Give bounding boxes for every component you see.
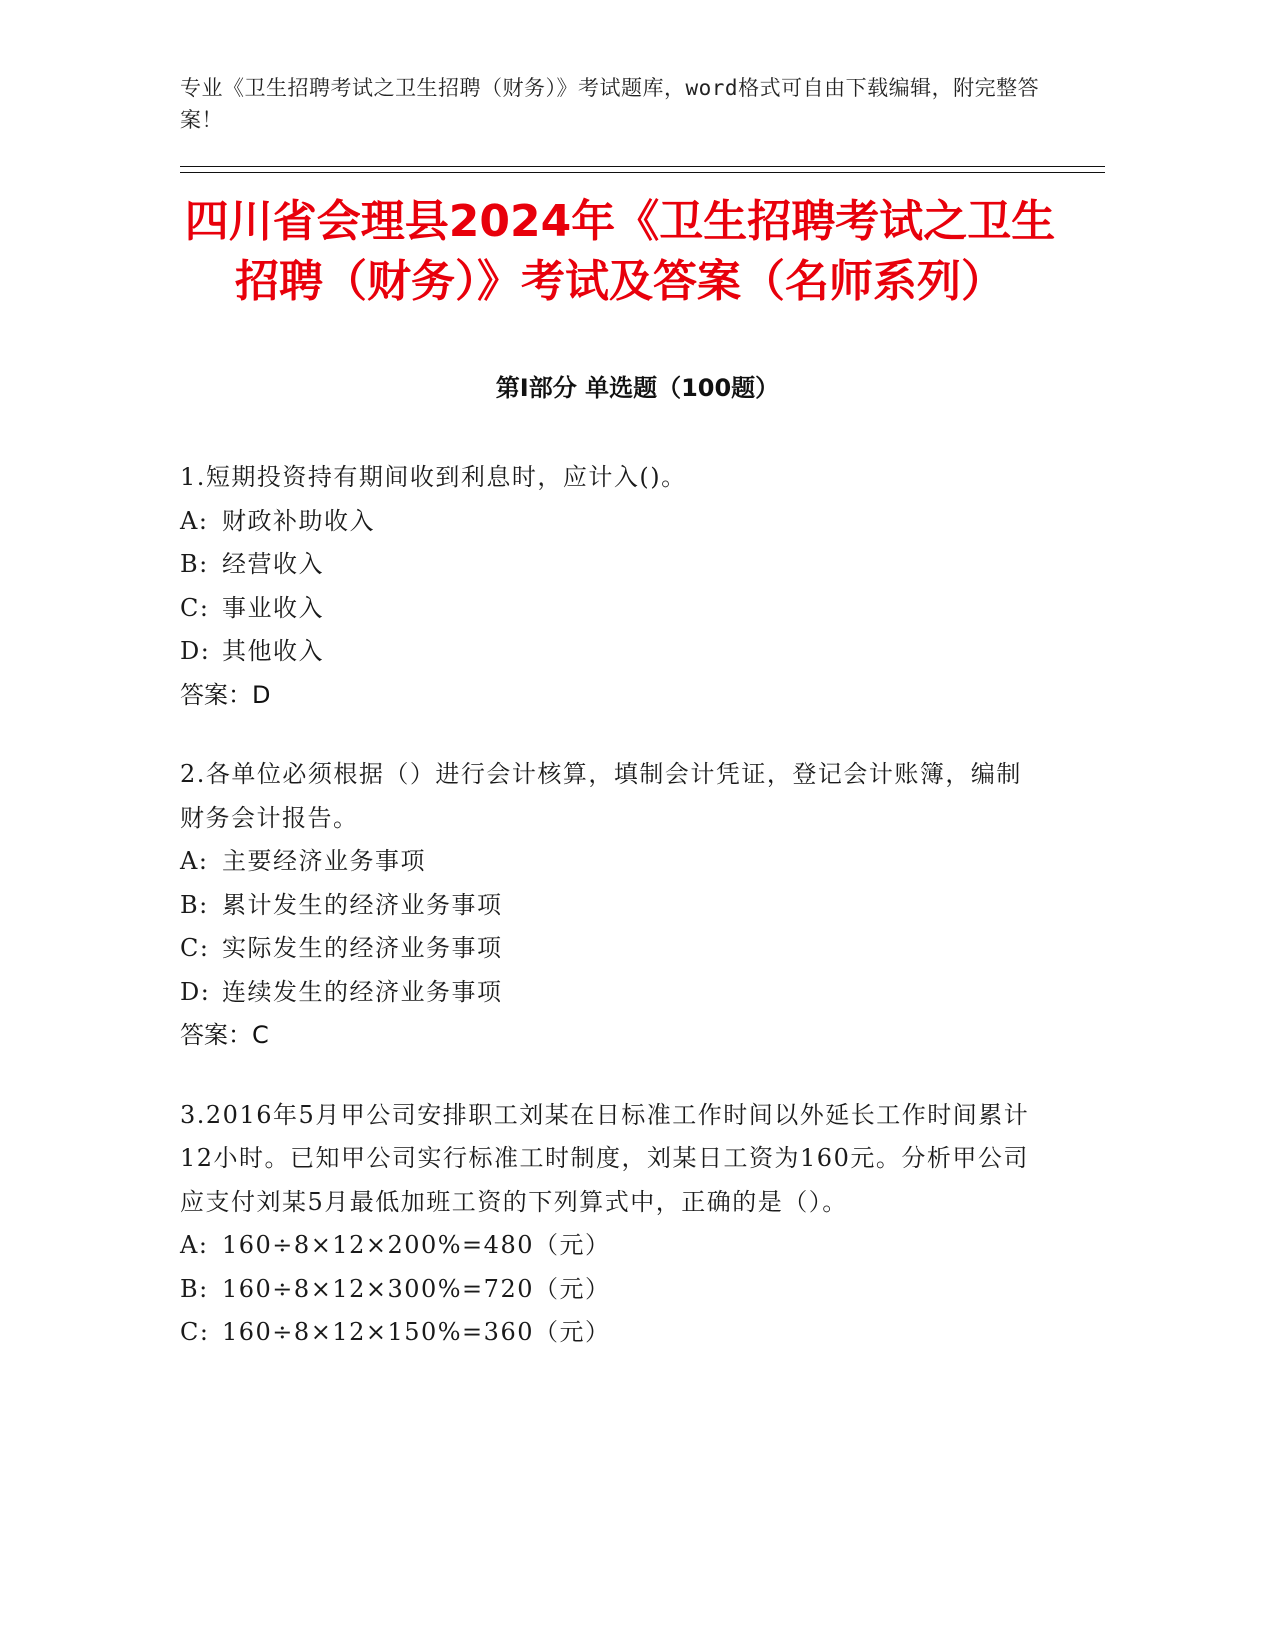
option-text: 160÷8×12×200%=480（元） [222, 1231, 611, 1259]
option-text: 其他收入 [222, 637, 324, 665]
option-key: B: [180, 890, 209, 919]
option-c [180, 927, 1040, 971]
header-divider-bottom [180, 172, 1105, 173]
option-key: D: [180, 977, 211, 1006]
question-text: 2.各单位必须根据（）进行会计核算，填制会计凭证，登记会计账簿，编制财务会计报告。 [180, 760, 1022, 832]
option-b [180, 543, 1040, 587]
option-key: A: [180, 847, 209, 875]
header-note: 专业《卫生招聘考试之卫生招聘（财务）》考试题库，word格式可自由下载编辑，附完整答案！ [180, 76, 1040, 132]
option-a [180, 1224, 1040, 1268]
option-text: 累计发生的经济业务事项 [222, 890, 503, 919]
option-b [180, 1268, 1040, 1312]
question-1 [180, 456, 1040, 717]
option-text: 连续发生的经济业务事项 [222, 977, 503, 1006]
option-key: C: [180, 934, 210, 962]
option-text: 160÷8×12×150%=360（元） [222, 1318, 611, 1346]
document-title: 四川省会理县2024年《卫生招聘考试之卫生招聘（财务）》考试及答案（名师系列） [184, 196, 1056, 307]
option-text: 财政补助收入 [222, 506, 375, 535]
option-key: A: [180, 506, 209, 535]
answer-label: 答案：C [180, 1021, 269, 1049]
option-text: 实际发生的经济业务事项 [222, 934, 503, 962]
answer-label: 答案：D [180, 680, 271, 709]
option-key: B: [180, 1274, 209, 1303]
option-text: 主要经济业务事项 [222, 847, 426, 875]
option-d [180, 630, 1040, 674]
option-b [180, 884, 1040, 928]
question-3 [180, 1094, 1040, 1355]
option-key: C: [180, 593, 210, 622]
option-c [180, 1311, 1040, 1355]
question-text: 1.短期投资持有期间收到利息时，应计入()。 [180, 463, 687, 491]
option-text: 经营收入 [222, 550, 324, 578]
option-d [180, 971, 1040, 1015]
option-c [180, 587, 1040, 631]
option-text: 事业收入 [222, 593, 324, 622]
option-text: 160÷8×12×300%=720（元） [222, 1274, 611, 1303]
option-a [180, 840, 1040, 884]
question-2 [180, 753, 1040, 1058]
option-key: D: [180, 637, 211, 665]
option-key: B: [180, 550, 209, 578]
option-key: A: [180, 1231, 209, 1259]
question-text: 3.2016年5月甲公司安排职工刘某在日标准工作时间以外延长工作时间累计12小时。已知甲公司实行标准工时制度，刘某日工资为160元。分析甲公司应支付刘某5月最低加班工资的下列算式中，正确的是（）。 [180, 1100, 1030, 1216]
option-key: C: [180, 1318, 210, 1346]
section-title: 第Ⅰ部分 单选题（100题） [495, 374, 780, 402]
question-list [180, 456, 1040, 1391]
header-divider-top [180, 166, 1105, 167]
option-a [180, 500, 1040, 544]
